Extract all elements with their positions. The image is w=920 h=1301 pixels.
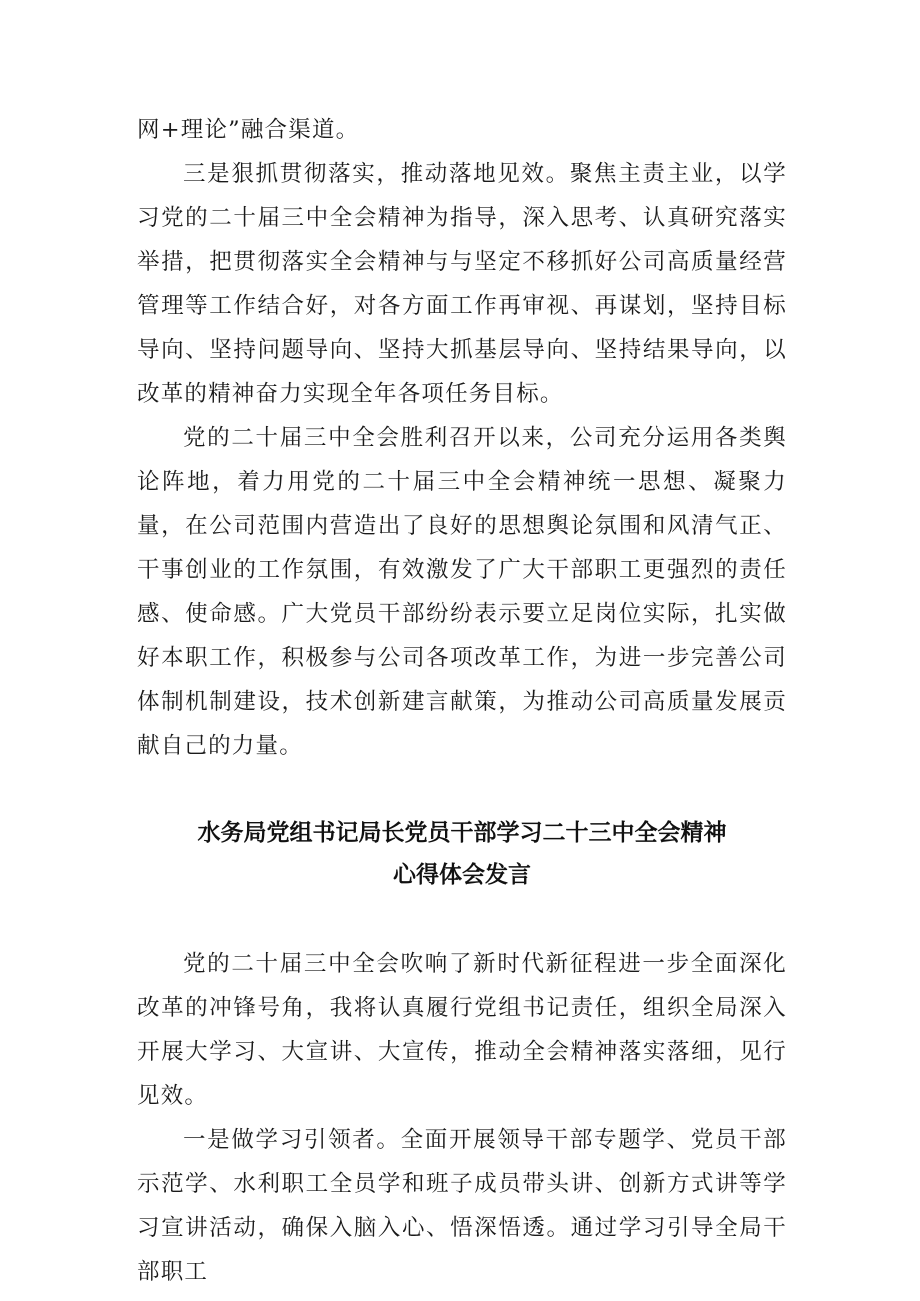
section-title-line-1: 水务局党组书记局长党员干部学习二十三中全会精神: [197, 820, 727, 846]
paragraph-intro: 党的二十届三中全会吹响了新时代新征程进一步全面深化改革的冲锋号角，我将认真履行党组书记责任，组织全局深入开展大学习、大宣讲、大宣传，推动全会精神落实落细，见行见效。: [137, 951, 787, 1109]
document-page: [137, 108, 787, 1294]
paragraph-continuation: 网+理论”融合渠道。: [137, 117, 360, 143]
paragraph-implementation: 三是狠抓贯彻落实，推动落地见效。聚焦主责主业，以学习党的二十届三中全会精神为指导，深入思考、认真研究落实举措，把贯彻落实全会精神与与坚定不移抓好公司高质量经营管理等工作结合好，对各方面工作再审视、再谋划，坚持目标导向、坚持问题导向、坚持大抓基层导向、坚持结果导向，以改革的精神奋力实现全年各项任务目标。: [137, 161, 787, 407]
paragraph-point-one: 一是做学习引领者。全面开展领导干部专题学、党员干部示范学、水利职工全员学和班子成员带头讲、创新方式讲等学习宣讲活动，确保入脑入心、悟深悟透。通过学习引导全局干部职工: [137, 1127, 787, 1285]
paragraph-company-summary: 党的二十届三中全会胜利召开以来，公司充分运用各类舆论阵地，着力用党的二十届三中全会精神统一思想、凝聚力量，在公司范围内营造出了良好的思想舆论氛围和风清气正、干事创业的工作氛围，有效激发了广大干部职工更强烈的责任感、使命感。广大党员干部纷纷表示要立足岗位实际，扎实做好本职工作，积极参与公司各项改革工作，为进一步完善公司体制机制建设，技术创新建言献策，为推动公司高质量发展贡献自己的力量。: [137, 425, 787, 759]
spacer: [137, 768, 787, 812]
section-title-line-2: 心得体会发言: [393, 862, 531, 888]
spacer: [137, 896, 787, 942]
